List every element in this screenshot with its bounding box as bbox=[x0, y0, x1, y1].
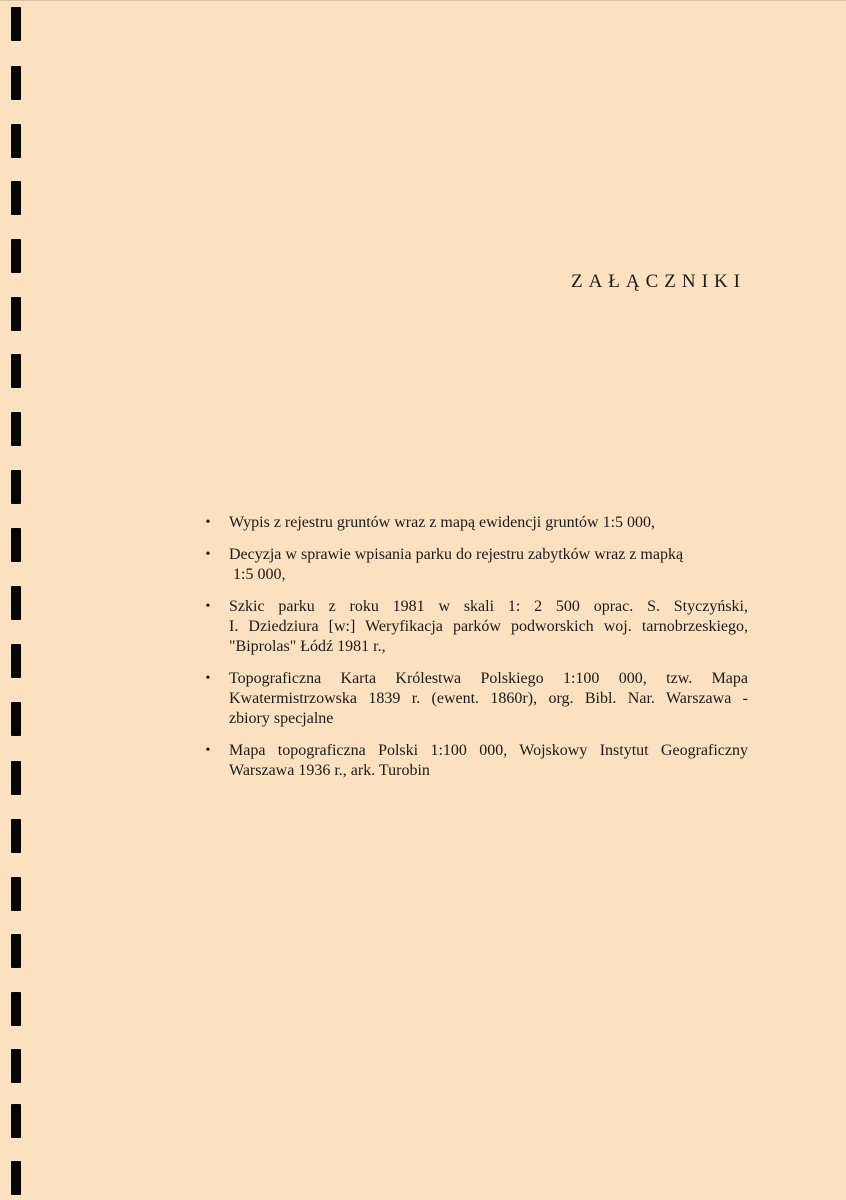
list-item-line: "Biprolas" Łódź 1981 r., bbox=[229, 638, 386, 655]
list-item bbox=[200, 513, 748, 533]
list-item-line: I. Dziedziura [w:] Weryfikacja parków podworskich woj. tarnobrzeskiego, bbox=[229, 618, 748, 635]
list-item-line: Wypis z rejestru gruntów wraz z mapą ewidencji gruntów 1:5 000, bbox=[229, 514, 656, 531]
list-item bbox=[200, 741, 748, 781]
binding-hole bbox=[11, 124, 21, 158]
list-item bbox=[200, 669, 748, 729]
bullet-icon: • bbox=[205, 743, 211, 758]
bullet-icon: • bbox=[205, 547, 211, 562]
list-item-line: Szkic parku z roku 1981 w skali 1: 2 500 oprac. S. Styczyński, bbox=[229, 598, 748, 615]
bullet-icon: • bbox=[205, 599, 211, 614]
bullet-icon: • bbox=[205, 671, 211, 686]
bullet-icon: • bbox=[205, 515, 211, 530]
binding-hole bbox=[11, 992, 21, 1026]
binding-hole bbox=[11, 66, 21, 100]
binding-hole bbox=[11, 877, 21, 911]
list-item-line: Topograficzna Karta Królestwa Polskiego 1:100 000, tzw. Mapa bbox=[229, 670, 748, 687]
binding-hole bbox=[11, 470, 21, 504]
binding-hole bbox=[11, 934, 21, 968]
binding-hole bbox=[11, 819, 21, 853]
binding-hole bbox=[11, 1104, 21, 1138]
binding-hole bbox=[11, 586, 21, 620]
binding-hole bbox=[11, 702, 21, 736]
list-item-line: 1:5 000, bbox=[233, 566, 286, 583]
list-item-line: Mapa topograficzna Polski 1:100 000, Wojskowy Instytut Geograficzny bbox=[229, 742, 748, 759]
binding-hole bbox=[11, 297, 21, 331]
attachments-list bbox=[200, 513, 748, 793]
binding-hole bbox=[11, 7, 21, 41]
binding-hole bbox=[11, 181, 21, 215]
binding-holes bbox=[11, 1, 25, 1200]
binding-hole bbox=[11, 354, 21, 388]
list-item-line: Kwatermistrzowska 1839 r. (ewent. 1860r), org. Bibl. Nar. Warszawa - bbox=[229, 690, 748, 707]
binding-hole bbox=[11, 1049, 21, 1083]
binding-hole bbox=[11, 1161, 21, 1195]
binding-hole bbox=[11, 412, 21, 446]
list-item-line: Decyzja w sprawie wpisania parku do rejestru zabytków wraz z mapką bbox=[229, 546, 684, 563]
binding-hole bbox=[11, 239, 21, 273]
binding-hole bbox=[11, 644, 21, 678]
binding-hole bbox=[11, 528, 21, 562]
list-item bbox=[200, 545, 748, 585]
binding-hole bbox=[11, 761, 21, 795]
list-item-line: zbiory specjalne bbox=[229, 710, 334, 727]
page-title: ZAŁĄCZNIKI bbox=[570, 271, 746, 292]
list-item bbox=[200, 597, 748, 657]
list-item-line: Warszawa 1936 r., ark. Turobin bbox=[229, 762, 430, 779]
